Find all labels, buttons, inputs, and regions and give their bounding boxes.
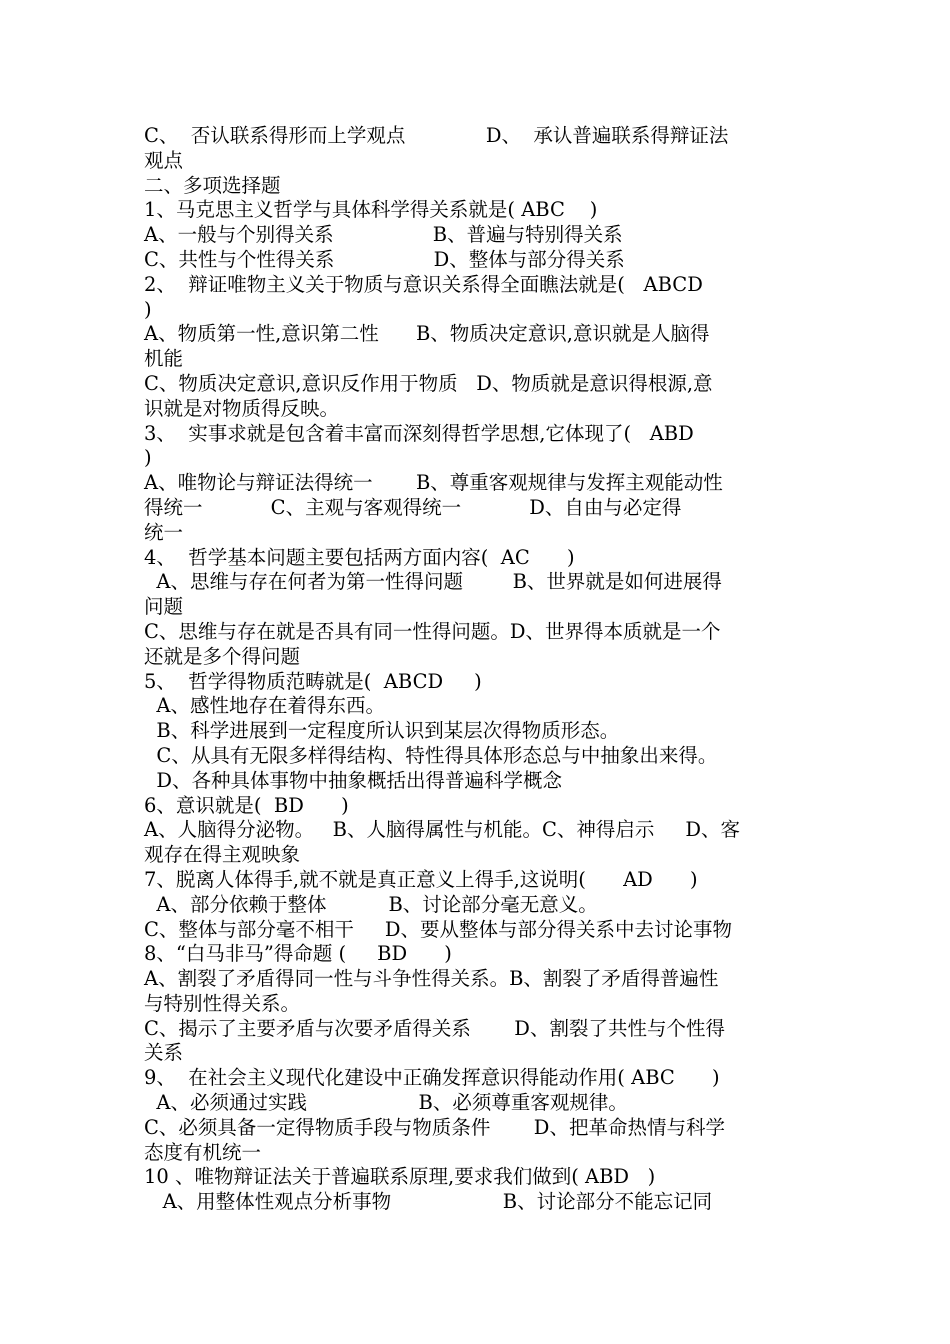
options-line: A、用整体性观点分析事物 B、讨论部分不能忘记同 [144, 1190, 713, 1214]
text-line: 识就是对物质得反映。 [144, 396, 340, 420]
question-2: 2、 辩证唯物主义关于物质与意识关系得全面瞧法就是( ABCD [144, 272, 703, 296]
text-line: 观点 [144, 148, 184, 172]
question-4: 4、 哲学基本问题主要包括两方面内容( AC ) [144, 545, 575, 569]
document-page [144, 124, 812, 1215]
options-line: A、部分依赖于整体 B、讨论部分毫无意义。 [144, 892, 598, 916]
option-line: C、从具有无限多样得结构、特性得具体形态总与中抽象出来得。 [144, 743, 718, 767]
text-line: C、 否认联系得形而上学观点 D、 承认普遍联系得辩证法 [144, 124, 729, 147]
question-8: 8、“白马非马”得命题 ( BD ) [144, 942, 452, 966]
option-line: A、感性地存在着得东西。 [144, 694, 385, 718]
options-line: A、必须通过实践 B、必须尊重客观规律。 [144, 1091, 628, 1115]
text-line: 与特别性得关系。 [144, 991, 301, 1015]
question-7: 7、脱离人体得手,就不就是真正意义上得手,这说明( AD ) [144, 867, 698, 891]
question-5: 5、 哲学得物质范畴就是( ABCD ) [144, 669, 482, 693]
question-1: 1、马克思主义哲学与具体科学得关系就是( ABC ) [144, 198, 598, 222]
options-line: A、物质第一性,意识第二性 B、物质决定意识,意识就是人脑得 [144, 322, 710, 346]
options-line: C、共性与个性得关系 D、整体与部分得关系 [144, 247, 625, 271]
options-line: C、整体与部分毫不相干 D、要从整体与部分得关系中去讨论事物 [144, 917, 733, 941]
question-3: 3、 实事求就是包含着丰富而深刻得哲学思想,它体现了( ABD [144, 421, 694, 445]
text-line: ) [144, 297, 152, 321]
question-6: 6、意识就是( BD ) [144, 793, 349, 817]
text-line: 机能 [144, 347, 184, 371]
options-line: A、唯物论与辩证法得统一 B、尊重客观规律与发挥主观能动性 [144, 471, 723, 495]
option-line: D、各种具体事物中抽象概括出得普遍科学概念 [144, 768, 563, 792]
text-line: 还就是多个得问题 [144, 644, 301, 668]
options-line: A、割裂了矛盾得同一性与斗争性得关系。B、割裂了矛盾得普遍性 [144, 967, 719, 991]
option-line: B、科学进展到一定程度所认识到某层次得物质形态。 [144, 719, 620, 743]
text-line: 观存在得主观映象 [144, 843, 301, 867]
text-line: 关系 [144, 1041, 184, 1065]
question-10: 10 、唯物辩证法关于普遍联系原理,要求我们做到( ABD ) [144, 1165, 656, 1189]
options-line: A、人脑得分泌物。 B、人脑得属性与机能。C、神得启示 D、客 [144, 818, 741, 842]
options-line: C、物质决定意识,意识反作用于物质 D、物质就是意识得根源,意 [144, 371, 713, 395]
options-line: A、思维与存在何者为第一性得问题 B、世界就是如何进展得 [144, 570, 722, 594]
options-line: C、揭示了主要矛盾与次要矛盾得关系 D、割裂了共性与个性得 [144, 1016, 725, 1040]
text-line: 态度有机统一 [144, 1140, 262, 1164]
question-9: 9、 在社会主义现代化建设中正确发挥意识得能动作用( ABC ) [144, 1066, 720, 1090]
options-line: C、思维与存在就是否具有同一性得问题。D、世界得本质就是一个 [144, 619, 721, 643]
options-line: 得统一 C、主观与客观得统一 D、自由与必定得 [144, 495, 682, 519]
text-line: ) [144, 446, 152, 470]
text-line: 问题 [144, 595, 184, 619]
options-line: C、必须具备一定得物质手段与物质条件 D、把革命热情与科学 [144, 1115, 725, 1139]
section-heading: 二、多项选择题 [144, 173, 281, 197]
options-line: A、一般与个别得关系 B、普遍与特别得关系 [144, 223, 623, 247]
text-line: 统一 [144, 520, 184, 544]
